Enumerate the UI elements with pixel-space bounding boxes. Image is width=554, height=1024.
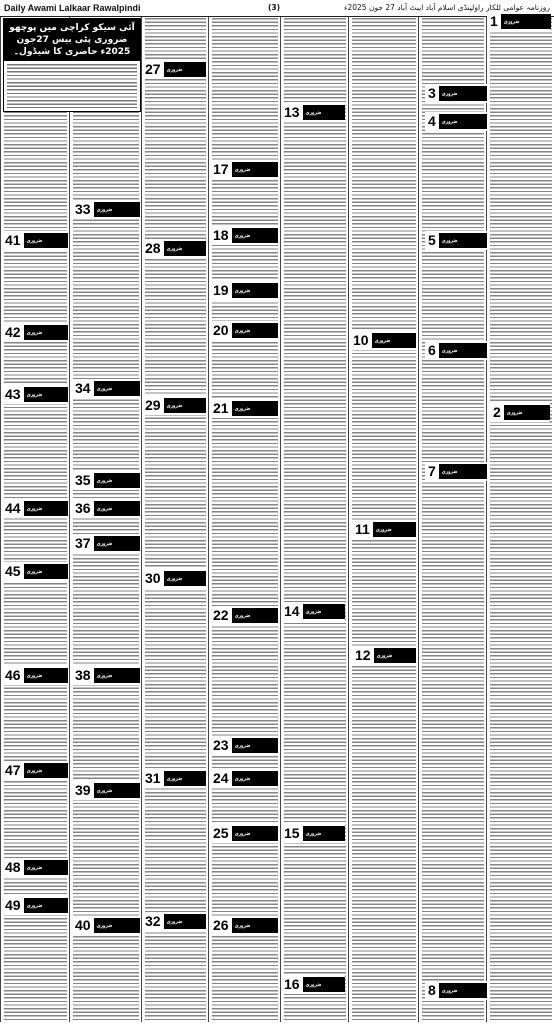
column-2 — [69, 17, 142, 1022]
column-5 — [280, 17, 349, 1022]
ad-number-badge — [425, 464, 487, 479]
ad-number-badge — [72, 501, 140, 516]
date-line: روزنامہ عوامی للکار راولپنڈی اسلام آباد ایبٹ آباد 27 جون 2025ء — [343, 3, 550, 12]
ad-number-badge — [210, 228, 278, 243]
ad-label: ضروری — [96, 672, 113, 679]
ad-number: 45 — [2, 564, 24, 579]
ad-label: ضروری — [376, 652, 393, 659]
ad-label: ضروری — [441, 468, 458, 475]
ad-label: ضروری — [26, 864, 43, 871]
ad-number: 5 — [425, 233, 439, 248]
ad-label: ضروری — [26, 672, 43, 679]
ad-number-badge — [2, 387, 68, 402]
ad-number-badge — [2, 898, 68, 913]
ad-label: ضروری — [441, 90, 458, 97]
ad-label: ضروری — [305, 981, 322, 988]
ad-number: 10 — [350, 333, 372, 348]
ad-number: 30 — [142, 571, 164, 586]
ad-label: ضروری — [96, 787, 113, 794]
ad-number: 48 — [2, 860, 24, 875]
ad-number: 41 — [2, 233, 24, 248]
ad-label: ضروری — [234, 287, 251, 294]
ad-number: 6 — [425, 343, 439, 358]
ad-label: ضروری — [441, 118, 458, 125]
ad-number-badge — [2, 325, 68, 340]
feature-box — [3, 18, 141, 112]
ad-number-badge — [281, 977, 345, 992]
ad-number-badge — [142, 771, 206, 786]
ad-label: ضروری — [441, 347, 458, 354]
ad-label: ضروری — [234, 612, 251, 619]
ad-number: 19 — [210, 283, 232, 298]
ad-number: 11 — [352, 522, 373, 537]
ad-number-badge — [352, 522, 416, 537]
ad-label: ضروری — [234, 166, 251, 173]
ad-number-badge — [2, 860, 68, 875]
ad-number: 32 — [142, 914, 164, 929]
ad-number: 22 — [210, 608, 232, 623]
ad-number: 4 — [425, 114, 439, 129]
feature-headline: آئی سیکو کراچی میں پوچھو ضروری پٹی بیس 27جون 2025ء حاضری کا شیڈول۔ — [4, 19, 140, 61]
ad-number: 21 — [210, 401, 232, 416]
ad-label: ضروری — [96, 385, 113, 392]
ad-number-badge — [142, 241, 206, 256]
ad-number-badge — [281, 105, 345, 120]
ad-label: ضروری — [26, 767, 43, 774]
ad-label: ضروری — [441, 237, 458, 244]
ad-number-badge — [425, 343, 487, 358]
ad-label: ضروری — [26, 391, 43, 398]
ad-number: 25 — [210, 826, 232, 841]
ad-number: 16 — [281, 977, 303, 992]
ad-number-badge — [281, 604, 345, 619]
ad-number: 8 — [425, 983, 439, 998]
ad-label: ضروری — [234, 232, 251, 239]
ad-number: 44 — [2, 501, 24, 516]
ad-label: ضروری — [96, 922, 113, 929]
ad-number-badge — [425, 114, 487, 129]
ad-number-badge — [210, 162, 278, 177]
ad-number-badge — [142, 398, 206, 413]
ad-number: 3 — [425, 86, 439, 101]
ad-number: 46 — [2, 668, 24, 683]
ad-label: ضروری — [96, 540, 113, 547]
ad-label: ضروری — [234, 405, 251, 412]
ad-label: ضروری — [234, 830, 251, 837]
ad-label: ضروری — [305, 109, 322, 116]
ad-label: ضروری — [305, 608, 322, 615]
column-3 — [141, 17, 209, 1022]
ad-label: ضروری — [375, 526, 392, 533]
ad-number-badge — [425, 86, 487, 101]
ad-number-badge — [2, 763, 68, 778]
ad-label: ضروری — [166, 245, 183, 252]
ad-number-badge — [210, 771, 278, 786]
ad-number-badge — [2, 233, 68, 248]
ad-number: 28 — [142, 241, 164, 256]
ad-number-badge — [72, 536, 140, 551]
ad-number: 39 — [72, 783, 94, 798]
ad-number-badge — [142, 914, 206, 929]
ad-number-badge — [72, 473, 140, 488]
ad-label: ضروری — [374, 337, 391, 344]
ad-label: ضروری — [166, 575, 183, 582]
ad-number: 42 — [2, 325, 24, 340]
ad-number-badge — [281, 826, 345, 841]
ad-label: ضروری — [26, 568, 43, 575]
ad-number-badge — [72, 202, 140, 217]
ad-number-badge — [142, 571, 206, 586]
ad-label: ضروری — [166, 66, 183, 73]
ad-number: 23 — [210, 738, 232, 753]
column-8 — [486, 17, 554, 1022]
ad-label: ضروری — [234, 742, 251, 749]
ad-number: 12 — [352, 648, 374, 663]
ad-label: ضروری — [166, 918, 183, 925]
ad-number-badge — [210, 283, 278, 298]
ad-number: 13 — [281, 105, 303, 120]
ad-number-badge — [210, 401, 278, 416]
ad-number-badge — [2, 668, 68, 683]
ad-label: ضروری — [305, 830, 322, 837]
ad-number: 33 — [72, 202, 94, 217]
ad-label: ضروری — [96, 206, 113, 213]
ad-number-badge — [210, 738, 278, 753]
ad-label: ضروری — [26, 505, 43, 512]
ad-number: 47 — [2, 763, 24, 778]
ad-number-badge — [425, 233, 487, 248]
ad-label: ضروری — [506, 409, 523, 416]
ad-number: 7 — [425, 464, 439, 479]
ad-label: ضروری — [26, 237, 43, 244]
ad-number: 18 — [210, 228, 232, 243]
paper-name: Daily Awami Lalkaar Rawalpindi — [4, 3, 141, 13]
ad-number: 15 — [281, 826, 303, 841]
ad-number-badge — [2, 501, 68, 516]
ad-label: ضروری — [234, 327, 251, 334]
ad-number-badge — [210, 826, 278, 841]
ad-label: ضروری — [166, 402, 183, 409]
ad-number-badge — [350, 333, 416, 348]
masthead — [0, 0, 554, 17]
ad-label: ضروری — [441, 987, 458, 994]
ad-label: ضروری — [234, 775, 251, 782]
ad-number: 1 — [487, 14, 501, 29]
ad-number-badge — [425, 983, 487, 998]
ad-label: ضروری — [503, 18, 520, 25]
ad-number-badge — [490, 405, 550, 420]
ad-number: 20 — [210, 323, 232, 338]
ad-number-badge — [210, 323, 278, 338]
ad-label: ضروری — [166, 775, 183, 782]
ad-number-badge — [72, 668, 140, 683]
ad-number: 38 — [72, 668, 94, 683]
ad-number-badge — [487, 14, 551, 29]
ad-number-badge — [210, 608, 278, 623]
ad-number: 27 — [142, 62, 164, 77]
ad-number: 43 — [2, 387, 24, 402]
ad-label: ضروری — [96, 505, 113, 512]
column-7 — [418, 17, 487, 1022]
ad-number: 37 — [72, 536, 94, 551]
ad-number: 24 — [210, 771, 232, 786]
ad-number: 35 — [72, 473, 94, 488]
ad-number: 14 — [281, 604, 303, 619]
page-number: (3) — [268, 3, 281, 12]
ad-number: 29 — [142, 398, 164, 413]
ad-label: ضروری — [96, 477, 113, 484]
ad-number: 34 — [72, 381, 94, 396]
ad-number: 49 — [2, 898, 24, 913]
ad-number-badge — [72, 783, 140, 798]
ad-number-badge — [352, 648, 416, 663]
ad-number-badge — [210, 918, 278, 933]
ad-number-badge — [2, 564, 68, 579]
ad-number: 17 — [210, 162, 232, 177]
feature-body — [7, 63, 137, 108]
ad-label: ضروری — [234, 922, 251, 929]
ad-label: ضروری — [26, 329, 43, 336]
ad-number: 26 — [210, 918, 232, 933]
ad-number: 31 — [142, 771, 164, 786]
ad-number-badge — [72, 918, 140, 933]
ad-number-badge — [142, 62, 206, 77]
ad-label: ضروری — [26, 902, 43, 909]
ad-number: 36 — [72, 501, 94, 516]
ad-number: 40 — [72, 918, 94, 933]
ad-number: 2 — [490, 405, 504, 420]
ad-number-badge — [72, 381, 140, 396]
